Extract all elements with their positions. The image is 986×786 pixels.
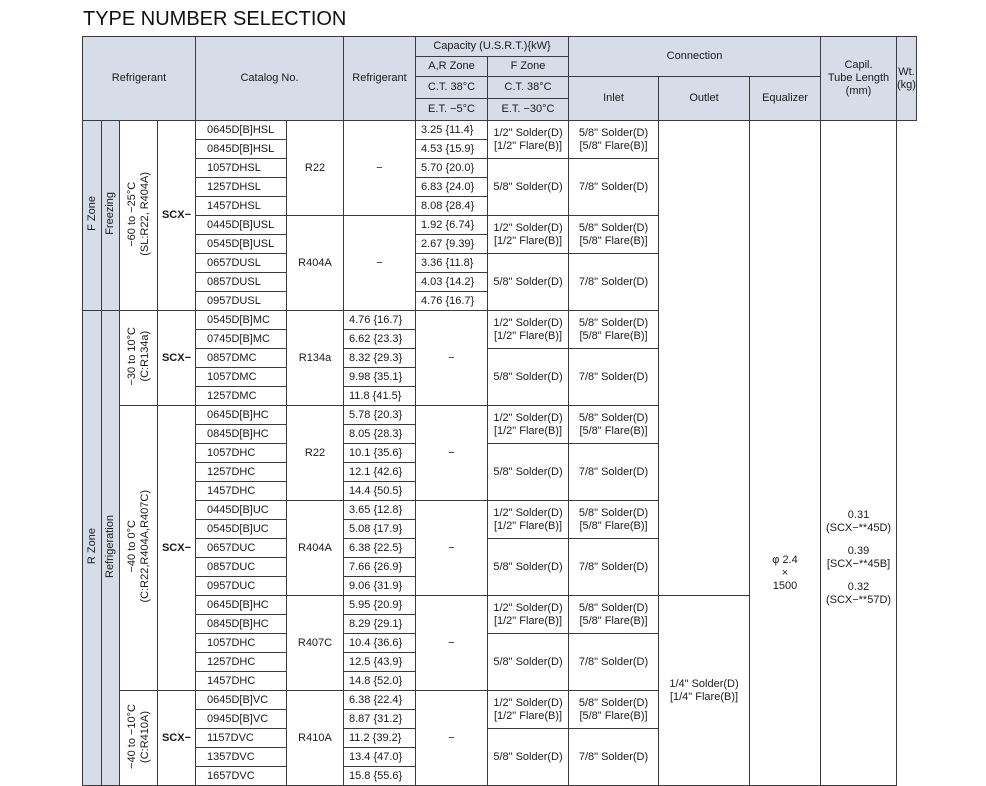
refrigerant-header: Refrigerant [344,37,416,121]
capil-header-line2: Tube Length [827,72,890,84]
outlet-solder: 5/8" Solder(D) [578,506,649,519]
capacity-ar-cell: 8.32 {29.3} [344,349,416,368]
catalog-no-cell: 1157DVC [196,729,287,748]
equalizer-header: Equalizer [750,77,821,121]
r-range-text-line2: (C:R22,R404A,R407C) [138,489,151,603]
catalog-no-cell: 1057DHC [196,444,287,463]
f-range-label [120,121,158,311]
catalog-no-cell: 0645D[B]HC [196,596,287,615]
catalog-no-cell: 0945D[B]VC [196,710,287,729]
catalog-no-cell: 0445D[B]USL [196,216,287,235]
inlet-solder: 1/2" Solder(D) [493,601,563,614]
outlet-flare: [5/8" Flare(B)] [579,234,648,247]
capacity-ar-cell: 5.78 {20.3} [344,406,416,425]
catalog-no-cell: 0857DUC [196,558,287,577]
refrigeration-label [102,311,120,786]
inlet-flare: [1/2" Flare(B)] [493,329,563,342]
inlet-cell: 5/8" Solder(D) [488,254,569,311]
v-range-text-line1: −40 to −10°C [125,703,138,769]
v-range-label [120,691,158,786]
f-range-text-line2: (SL:R22, R404A) [138,171,151,256]
outlet-cell [569,121,659,159]
catalog-no-cell: 0645D[B]HSL [196,121,287,140]
capil-tube-cell [750,121,821,786]
ct-ar-header: C.T. 38°C [416,77,488,99]
catalog-no-cell: 0545D[B]MC [196,311,287,330]
outlet-header: Outlet [659,77,750,121]
catalog-no-cell: 1357DVC [196,748,287,767]
f-zone-label [83,121,102,311]
capacity-f-cell: 1.92 {6.74} [416,216,488,235]
catalog-no-cell: 0545D[B]USL [196,235,287,254]
v-range-text-line2: (C:R410A) [138,710,151,762]
et-f-header: E.T. −30°C [488,99,569,121]
r-zone-text-line1: R Zone [85,527,98,565]
capacity-f-cell: 4.53 {15.9} [416,140,488,159]
weight-model: (SCX−**45D) [825,522,892,534]
ct-f-header: C.T. 38°C [488,77,569,99]
inlet-cell [488,311,569,349]
catalog-no-cell: 0445D[B]UC [196,501,287,520]
equalizer-flare: [1/4" Flare(B)] [669,690,739,703]
outlet-cell: 7/8" Solder(D) [569,349,659,406]
capacity-ar-cell: 10.4 {36.6} [344,634,416,653]
capacity-f-cell: 3.25 {11.4} [416,121,488,140]
inlet-cell: 5/8" Solder(D) [488,539,569,596]
inlet-cell: 5/8" Solder(D) [488,159,569,216]
outlet-cell [569,596,659,634]
capacity-ar-cell: 13.4 {47.0} [344,748,416,767]
capacity-ar-cell: 6.38 {22.4} [344,691,416,710]
refrigeration-text [104,515,117,578]
capacity-header: Capacity (U.S.R.T.){kW} [416,37,569,57]
capacity-f-cell: 6.83 {24.0} [416,178,488,197]
page-title: TYPE NUMBER SELECTION [83,8,347,30]
weight-value: 0.31 [847,509,870,521]
prefix-text: SCX− [161,731,192,744]
freezing-label [102,121,120,311]
c-range-text-line2: (C:R134a) [138,330,151,382]
outlet-cell: 7/8" Solder(D) [569,254,659,311]
catalog-no-cell: 0657DUC [196,539,287,558]
capacity-ar-cell: 7.66 {26.9} [344,558,416,577]
catalog-no-cell: 0857DUSL [196,273,287,292]
weight-header [897,37,917,121]
catalog-no-header: Catalog No. [196,37,344,121]
freezing-text [104,192,117,235]
catalog-no-cell: 1457DHC [196,672,287,691]
capacity-ar-empty: − [344,121,416,216]
capacity-ar-cell: 10.1 {35.6} [344,444,416,463]
outlet-solder: 5/8" Solder(D) [578,221,649,234]
capacity-ar-cell: 6.62 {23.3} [344,330,416,349]
inlet-cell: 5/8" Solder(D) [488,729,569,786]
refrigerant-cell: R407C [287,596,344,691]
catalog-no-cell: 0545D[B]UC [196,520,287,539]
prefix-label [158,691,196,786]
refrigerant-cell: R22 [287,406,344,501]
weight-header-line2: (kg) [897,78,916,91]
c-range-text [126,327,152,386]
r-range-text [126,490,152,603]
prefix-label [158,406,196,691]
catalog-no-cell: 1257DHC [196,653,287,672]
capacity-ar-cell: 14.4 {50.5} [344,482,416,501]
capacity-ar-cell: 15.8 {55.6} [344,767,416,786]
outlet-cell: 7/8" Solder(D) [569,634,659,691]
capacity-f-cell: 8.08 {28.4} [416,197,488,216]
outlet-cell: 7/8" Solder(D) [569,159,659,216]
capil-header-line1: Capil. [844,59,873,71]
capacity-ar-cell: 3.65 {12.8} [344,501,416,520]
outlet-solder: 5/8" Solder(D) [578,316,649,329]
f-zone-header: F Zone [488,57,569,77]
inlet-cell: 5/8" Solder(D) [488,444,569,501]
capacity-ar-cell: 8.05 {28.3} [344,425,416,444]
catalog-no-cell: 0645D[B]VC [196,691,287,710]
outlet-flare: [5/8" Flare(B)] [579,614,648,627]
inlet-solder: 1/2" Solder(D) [493,126,563,139]
inlet-flare: [1/2" Flare(B)] [493,614,563,627]
inlet-flare: [1/2" Flare(B)] [493,234,563,247]
weight-cell [821,121,897,786]
outlet-cell [569,311,659,349]
outlet-flare: [5/8" Flare(B)] [579,424,648,437]
catalog-no-cell: 1457DHSL [196,197,287,216]
outlet-cell: 7/8" Solder(D) [569,539,659,596]
capacity-f-empty: − [416,311,488,406]
outlet-cell [569,216,659,254]
inlet-flare: [1/2" Flare(B)] [493,424,563,437]
capacity-ar-cell: 8.87 {31.2} [344,710,416,729]
c-range-label [120,311,158,406]
outlet-solder: 5/8" Solder(D) [578,126,649,139]
inlet-solder: 1/2" Solder(D) [493,221,563,234]
capacity-ar-cell: 9.06 {31.9} [344,577,416,596]
capacity-f-empty: − [416,501,488,596]
equalizer-solder: 1/4" Solder(D) [669,677,739,690]
inlet-cell [488,501,569,539]
inlet-cell: 5/8" Solder(D) [488,634,569,691]
inlet-solder: 1/2" Solder(D) [493,696,563,709]
equalizer-cell [659,596,750,786]
capacity-ar-cell: 4.76 {16.7} [344,311,416,330]
weight-model: (SCX−**57D) [825,594,892,606]
capacity-ar-cell: 5.08 {17.9} [344,520,416,539]
prefix-label [158,121,196,311]
capacity-ar-cell: 5.95 {20.9} [344,596,416,615]
f-zone-text [86,196,99,231]
capacity-f-cell: 2.67 {9.39} [416,235,488,254]
capacity-f-cell: 3.36 {11.8} [416,254,488,273]
v-range-text [126,704,152,769]
catalog-no-cell: 1657DVC [196,767,287,786]
f-range-text [126,172,152,256]
et-ar-header: E.T. −5°C [416,99,488,121]
capacity-ar-cell: 11.8 {41.5} [344,387,416,406]
capil-diameter: φ 2.4 [772,553,798,566]
capacity-ar-cell: 8.29 {29.1} [344,615,416,634]
capacity-f-cell: 4.76 {16.7} [416,292,488,311]
f-range-text-line1: −60 to −25°C [125,181,138,246]
capacity-f-cell: 5.70 {20.0} [416,159,488,178]
prefix-label [158,311,196,406]
refrigerant-cell: R404A [287,501,344,596]
capacity-ar-empty: − [344,216,416,311]
inlet-solder: 1/2" Solder(D) [493,411,563,424]
connection-header: Connection [569,37,821,77]
capil-header-line3: (mm) [845,85,872,97]
refrigerant-cell: R404A [287,216,344,311]
r-range-label [120,406,158,691]
outlet-flare: [5/8" Flare(B)] [579,139,648,152]
prefix-text: SCX− [161,351,192,364]
prefix-text: SCX− [161,541,192,554]
inlet-cell [488,121,569,159]
outlet-cell [569,501,659,539]
refrigeration-text-line1: Refrigeration [104,514,116,578]
inlet-cell: 5/8" Solder(D) [488,349,569,406]
type-number-table [82,36,917,786]
catalog-no-cell: 0745D[B]MC [196,330,287,349]
outlet-cell: 7/8" Solder(D) [569,444,659,501]
weight-value: 0.32 [847,581,870,593]
r-zone-label [83,311,102,786]
capil-header [821,37,897,121]
inlet-header: Inlet [569,77,659,121]
catalog-no-cell: 1057DHSL [196,159,287,178]
catalog-no-cell: 0845D[B]HC [196,615,287,634]
prefix-text: SCX− [161,209,192,221]
catalog-no-cell: 0645D[B]HC [196,406,287,425]
capacity-f-cell: 4.03 {14.2} [416,273,488,292]
r-range-text-line1: −40 to 0°C [125,519,138,573]
catalog-no-cell: 1257DHSL [196,178,287,197]
inlet-cell [488,596,569,634]
refrigerant-cell: R22 [287,121,344,216]
catalog-no-cell: 0845D[B]HSL [196,140,287,159]
outlet-cell [569,691,659,729]
refrigerant-cell: R134a [287,311,344,406]
outlet-flare: [5/8" Flare(B)] [579,329,648,342]
inlet-solder: 1/2" Solder(D) [493,506,563,519]
outlet-cell: 7/8" Solder(D) [569,729,659,786]
capacity-ar-cell: 11.2 {39.2} [344,729,416,748]
inlet-cell [488,216,569,254]
outlet-flare: [5/8" Flare(B)] [579,709,648,722]
weight-header-line1: Wt. [898,65,915,78]
capacity-ar-cell: 12.5 {43.9} [344,653,416,672]
inlet-flare: [1/2" Flare(B)] [493,519,563,532]
c-range-text-line1: −30 to 10°C [125,326,138,386]
ar-zone-header: A,R Zone [416,57,488,77]
catalog-no-cell: 1257DMC [196,387,287,406]
capacity-ar-cell: 9.98 {35.1} [344,368,416,387]
inlet-flare: [1/2" Flare(B)] [493,709,563,722]
capacity-ar-cell: 6.38 {22.5} [344,539,416,558]
weight-value: 0.39 [847,545,870,557]
inlet-solder: 1/2" Solder(D) [493,316,563,329]
capacity-f-empty: − [416,596,488,691]
outlet-cell [569,406,659,444]
inlet-flare: [1/2" Flare(B)] [493,139,563,152]
capacity-ar-cell: 14.8 {52.0} [344,672,416,691]
catalog-no-cell: 0657DUSL [196,254,287,273]
inlet-cell [488,406,569,444]
outlet-solder: 5/8" Solder(D) [578,411,649,424]
table-row [83,121,917,140]
outlet-solder: 5/8" Solder(D) [578,696,649,709]
catalog-no-cell: 1057DMC [196,368,287,387]
capacity-f-empty: − [416,406,488,501]
freezing-text-line1: Freezing [104,192,116,235]
catalog-no-cell: 0957DUSL [196,292,287,311]
capil-length: 1500 [772,579,798,592]
r-zone-text [86,528,99,564]
capacity-ar-cell: 12.1 {42.6} [344,463,416,482]
capacity-f-empty: − [416,691,488,786]
catalog-no-cell: 0957DUC [196,577,287,596]
catalog-no-cell: 1257DHC [196,463,287,482]
catalog-no-cell: 0845D[B]HC [196,425,287,444]
capil-times: × [781,566,789,579]
f-zone-text-line1: F Zone [85,196,98,231]
refrigerant-cell: R410A [287,691,344,786]
equalizer-empty [659,121,750,596]
outlet-solder: 5/8" Solder(D) [578,601,649,614]
catalog-no-cell: 1457DHC [196,482,287,501]
inlet-cell [488,691,569,729]
refrigerant-group-header: Refrigerant [83,37,196,121]
weight-model: [SCX−**45B] [826,558,891,570]
outlet-flare: [5/8" Flare(B)] [579,519,648,532]
catalog-no-cell: 0857DMC [196,349,287,368]
catalog-no-cell: 1057DHC [196,634,287,653]
